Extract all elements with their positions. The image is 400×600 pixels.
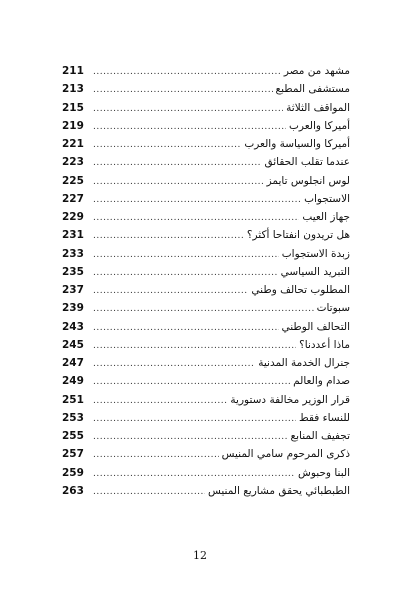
toc-entry [62,281,350,299]
toc-entry-page: 229 [62,211,84,223]
toc-entry-page: 239 [62,302,84,315]
toc-entry-title: جنرال الخدمة المدنية [258,357,350,369]
toc-entry-title: التحالف الوطني [281,320,350,333]
toc-entry-title: جهاز العيب [302,211,350,223]
toc-entry-page: 243 [62,320,84,333]
toc-entry-page: 263 [62,484,84,497]
toc-entry-title: قرار الوزير مخالفة دستورية [230,393,350,406]
toc-entry-page: 257 [62,448,84,461]
toc-entry [62,80,350,98]
toc-entry [62,172,350,190]
toc-dot-leader [93,246,279,264]
toc-dot-leader [93,300,314,318]
toc-entry-page: 225 [62,174,84,187]
toc-dot-leader [93,227,244,245]
toc-entry [62,226,350,244]
toc-dot-leader [93,63,281,81]
toc-entry-title: أميركا والعرب [289,119,350,132]
toc-entry-title: أميركا والسياسة والعرب [244,138,350,150]
toc-dot-leader [93,81,273,99]
toc-entry-page: 215 [62,101,84,114]
toc-dot-leader [93,446,219,464]
toc-entry-page: 219 [62,119,84,132]
page-number: 12 [193,549,207,562]
toc-entry-page: 255 [62,430,84,442]
toc-entry-page: 249 [62,375,84,388]
toc-entry-title: مشهد من مصر [283,65,350,77]
toc-entry-title: سبوتات [316,302,350,315]
toc-entry-page: 237 [62,284,84,296]
toc-entry-page: 211 [62,65,84,77]
toc-entry-page: 245 [62,338,84,351]
toc-entry-title: البنا وحبوش [298,466,350,479]
toc-dot-leader [93,410,296,428]
toc-dot-leader [93,136,241,154]
toc-dot-leader [93,373,290,391]
toc-dot-leader [93,337,296,355]
toc-entry-page: 223 [62,156,84,169]
toc-entry [62,464,350,482]
table-of-contents [62,62,350,500]
toc-entry [62,153,350,171]
toc-dot-leader [93,392,227,410]
toc-entry-title: الطبطبائي يحقق مشاريع المنيس [207,484,350,497]
toc-entry-title: لوس انجلوس تايمز [266,174,350,187]
toc-entry [62,336,350,354]
toc-dot-leader [93,428,288,446]
toc-entry-title: زبدة الاستجواب [281,247,350,260]
toc-entry [62,245,350,263]
toc-entry [62,427,350,445]
toc-dot-leader [93,191,301,209]
toc-entry [62,263,350,281]
toc-entry-title: التبريد السياسي [280,265,350,278]
toc-entry [62,318,350,336]
toc-dot-leader [93,465,295,483]
toc-entry [62,354,350,372]
toc-entry-title: تجفيف المنابع [290,430,350,442]
toc-dot-leader [93,173,264,191]
toc-entry-page: 253 [62,411,84,424]
toc-entry [62,482,350,500]
toc-entry-page: 235 [62,265,84,278]
toc-entry [62,391,350,409]
toc-entry-title: مستشفى المطبع [275,83,350,96]
toc-entry [62,190,350,208]
toc-entry [62,409,350,427]
toc-entry-page: 221 [62,138,84,150]
toc-dot-leader [93,319,279,337]
toc-entry-page: 247 [62,357,84,369]
toc-entry-title: الاستجواب [304,192,350,205]
toc-entry [62,117,350,135]
toc-entry-page: 233 [62,247,84,260]
toc-entry-page: 213 [62,83,84,96]
toc-entry [62,372,350,390]
toc-entry-title: عندما تقلب الحقائق [264,156,350,169]
toc-dot-leader [93,282,248,300]
toc-dot-leader [93,209,299,227]
toc-entry-title: المواقف الثلاثة [286,101,350,114]
toc-entry-title: للنساء فقط [299,411,350,424]
toc-entry-title: صدام والعالم [293,375,350,388]
toc-entry [62,445,350,463]
toc-entry-page: 259 [62,466,84,479]
toc-entry-title: المطلوب تحالف وطني [251,284,350,296]
toc-dot-leader [93,118,286,136]
toc-dot-leader [93,100,283,118]
toc-entry-page: 231 [62,229,84,242]
toc-entry [62,208,350,226]
toc-entry-title: ذكرى المرحوم سامي المنيس [221,448,350,461]
toc-entry [62,62,350,80]
toc-entry [62,99,350,117]
toc-entry-page: 251 [62,393,84,406]
toc-dot-leader [93,483,205,501]
toc-dot-leader [93,154,261,172]
toc-entry-page: 227 [62,192,84,205]
toc-entry-title: ماذا أعددنا؟ [299,338,350,351]
toc-entry [62,299,350,317]
toc-dot-leader [93,264,278,282]
toc-entry [62,135,350,153]
toc-dot-leader [93,355,255,373]
toc-entry-title: هل تريدون انفتاحا أكثر؟ [246,229,350,242]
